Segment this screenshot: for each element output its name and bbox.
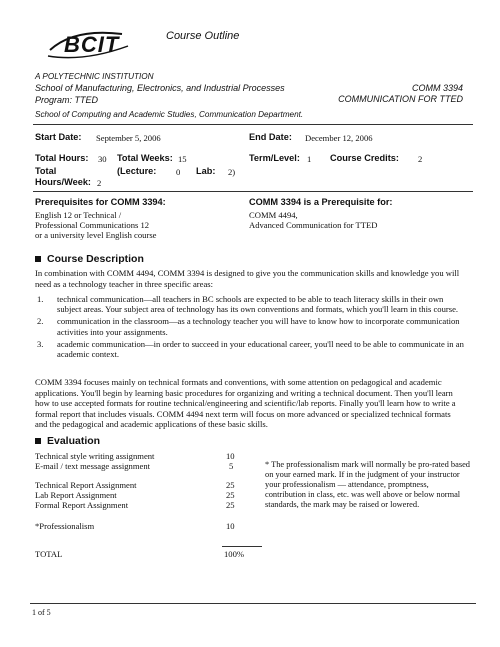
eval-row-pct: 25: [226, 500, 235, 510]
bullet-square-icon: [35, 438, 41, 444]
prereq-line: Professional Communications 12: [35, 220, 150, 230]
total-hours-value: 30: [98, 154, 107, 164]
eval-row-pct: 25: [226, 490, 235, 500]
list-item: [37, 339, 465, 359]
description-closing: COMM 3394 focuses mainly on technical formats and conventions, with some attention on pedagogical and academic applications. You'll begin by learning basic procedures for organizing and writing a technical document. Then you'll learn how to use accepted formats for routine technical/engineering and scientific/lab reports. Finally you'll learn how to write a formal report that includes visuals. COMM 4494 next term will focus on more advanced or specialized technical formats and the pedagogical and academic applications of these basic skills.: [35, 377, 456, 430]
eval-row-label: *Professionalism: [35, 521, 95, 531]
list-number: 1.: [37, 294, 44, 304]
list-item: [37, 294, 465, 314]
divider: [33, 191, 473, 192]
end-date-value: December 12, 2006: [305, 133, 373, 143]
prereq-line: or a university level English course: [35, 230, 157, 240]
lecture-label: (Lecture:: [117, 166, 157, 176]
bullet-square-icon: [35, 256, 41, 262]
lab-value: 2): [228, 167, 236, 177]
hours-week-label-2: Hours/Week:: [35, 177, 91, 187]
course-code: COMM 3394: [411, 83, 463, 93]
hours-week-label-1: Total: [35, 166, 57, 176]
section-title: Course Description: [47, 253, 144, 265]
school-name: School of Manufacturing, Electronics, and Industrial Processes: [35, 83, 285, 93]
credits-value: 2: [418, 154, 423, 164]
total-underline: [222, 546, 262, 547]
total-pct: 100%: [224, 549, 245, 559]
bcit-logo: [44, 26, 134, 62]
logo-text: BCIT: [64, 32, 120, 57]
list-number: 3.: [37, 338, 44, 349]
lab-label: Lab:: [196, 166, 216, 176]
lecture-value: 0: [176, 167, 181, 177]
school-department: School of Computing and Academic Studies, Communication Department.: [35, 110, 304, 119]
prereq-for-title: COMM 3394 is a Prerequisite for:: [249, 197, 393, 207]
hours-week-value: 2: [97, 178, 102, 188]
list-text: communication in the classroom—as a technology teacher you will have to know how to incorporate communication activities into your assignments.: [57, 316, 460, 337]
professionalism-note: * The professionalism mark will normally be pro-rated based on your earned mark. If in the judgment of your instructor your professionalism — attendance, promptness, contribution in class, etc. was well above or below normal standards, the mark may be raised or lowered.: [265, 460, 470, 509]
eval-row-label: Lab Report Assignment: [35, 490, 117, 500]
eval-row-pct: 10: [226, 521, 235, 531]
end-date-label: End Date:: [249, 132, 292, 142]
prereq-line: English 12 or Technical /: [35, 210, 122, 220]
prereq-title: Prerequisites for COMM 3394:: [35, 197, 166, 207]
total-weeks-label: Total Weeks:: [117, 153, 173, 163]
eval-row-label: Formal Report Assignment: [35, 500, 129, 510]
section-title: Evaluation: [47, 435, 101, 447]
evaluation-heading: [35, 435, 100, 447]
list-text: academic communication—in order to succeed in your educational career, you'll need to be able to communicate in an academic context.: [57, 338, 464, 360]
total-label: TOTAL: [35, 549, 63, 559]
total-weeks-value: 15: [178, 154, 187, 164]
list-text: technical communication—all teachers in BC schools are expected to be able to teach literacy skills in their own subject areas. Your subject area of technology has its own conventions and formats, which you'll learn in this course.: [57, 294, 459, 315]
course-description-heading: [35, 253, 144, 265]
credits-label: Course Credits:: [330, 153, 399, 163]
list-item: [37, 316, 465, 336]
divider: [33, 124, 473, 125]
prereq-for-line: COMM 4494,: [249, 210, 298, 220]
description-list: [37, 294, 465, 361]
eval-row-label: Technical Report Assignment: [35, 480, 137, 490]
total-hours-label: Total Hours:: [35, 153, 89, 163]
description-intro: In combination with COMM 4494, COMM 3394 is designed to give you the communication skills and knowledge you will need as a technology teacher in three specific areas:: [35, 268, 460, 289]
start-date-value: September 5, 2006: [96, 133, 161, 143]
eval-row-pct: 5: [229, 461, 234, 471]
program: Program: TTED: [35, 95, 99, 105]
course-title: COMMUNICATION FOR TTED: [338, 94, 463, 104]
tagline: A POLYTECHNIC INSTITUTION: [35, 72, 154, 81]
footer-divider: [30, 603, 476, 604]
eval-row-pct: 10: [226, 451, 235, 461]
page-number: 1 of 5: [32, 608, 51, 617]
eval-row-label: E-mail / text message assignment: [35, 461, 151, 471]
term-value: 1: [307, 154, 312, 164]
start-date-label: Start Date:: [35, 132, 82, 142]
list-number: 2.: [37, 316, 44, 327]
term-label: Term/Level:: [249, 153, 300, 163]
doc-type: Course Outline: [166, 30, 240, 42]
eval-row-pct: 25: [226, 480, 235, 490]
prereq-for-line: Advanced Communication for TTED: [249, 220, 378, 230]
eval-row-label: Technical style writing assignment: [35, 451, 155, 461]
